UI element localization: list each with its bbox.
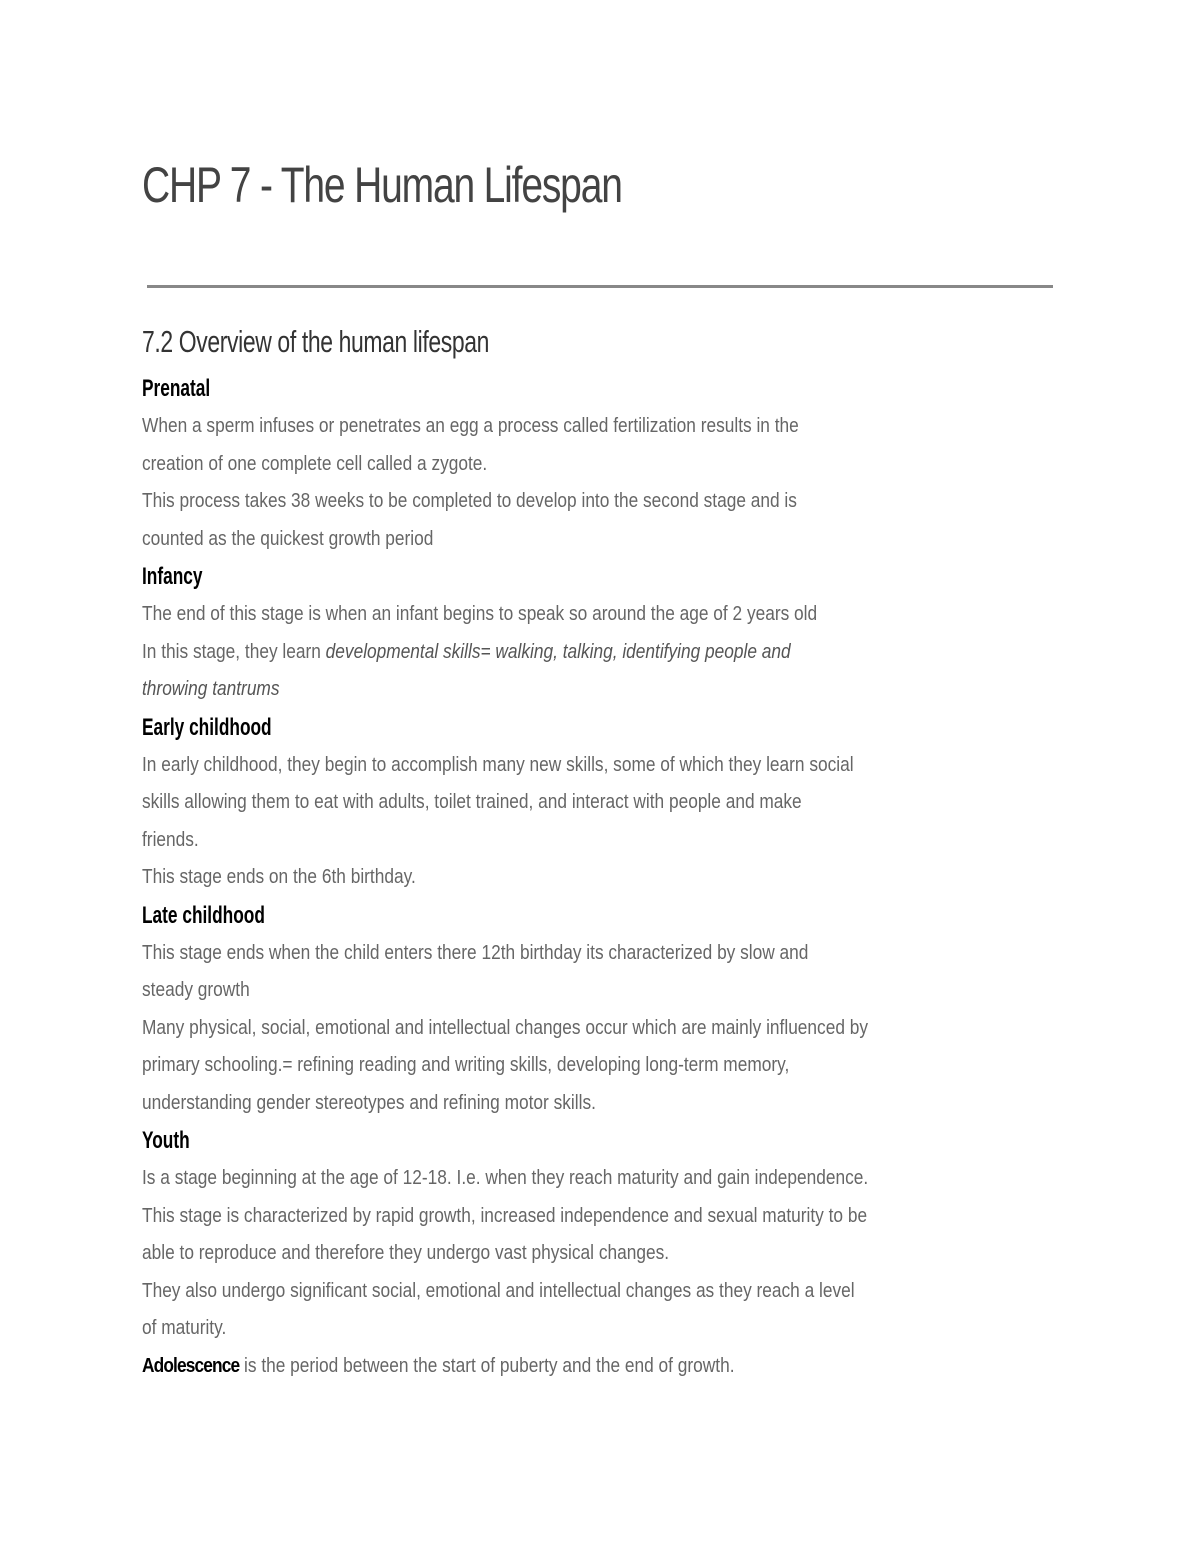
paragraph-line: friends. bbox=[142, 828, 199, 851]
stage-section-infancy bbox=[142, 558, 1062, 709]
paragraph-line: able to reproduce and therefore they undergo vast physical changes. bbox=[142, 1242, 670, 1264]
paragraph-line: This stage is characterized by rapid growth, increased independence and sexual maturity to be bbox=[142, 1204, 868, 1227]
stage-heading: Infancy bbox=[142, 563, 203, 590]
stage-section-youth bbox=[142, 1122, 1062, 1385]
section-title: 7.2 Overview of the human lifespan bbox=[142, 324, 490, 359]
paragraph-line: When a sperm infuses or penetrates an egg a process called fertilization results in the bbox=[142, 415, 799, 437]
paragraph-line: steady growth bbox=[142, 979, 250, 1001]
paragraph-line bbox=[142, 671, 938, 709]
paragraph-line: They also undergo significant social, emotional and intellectual changes as they reach a level bbox=[142, 1279, 855, 1302]
italic-text: developmental skills= walking, talking, identifying people and bbox=[325, 640, 791, 663]
stage-heading: Youth bbox=[142, 1127, 190, 1154]
stage-heading: Late childhood bbox=[142, 901, 265, 929]
bold-term: Adolescence bbox=[142, 1354, 240, 1377]
paragraph-line: creation of one complete cell called a zygote. bbox=[142, 452, 488, 475]
paragraph-line: skills allowing them to eat with adults, toilet trained, and interact with people and make bbox=[142, 791, 802, 813]
paragraph-line: The end of this stage is when an infant begins to speak so around the age of 2 years old bbox=[142, 603, 818, 625]
paragraph-line bbox=[142, 1348, 938, 1386]
document-body bbox=[142, 370, 1062, 1385]
paragraph-line: Many physical, social, emotional and intellectual changes occur which are mainly influenced by bbox=[142, 1016, 869, 1039]
horizontal-divider bbox=[147, 285, 1053, 288]
paragraph-line: Is a stage beginning at the age of 12-18. I.e. when they reach maturity and gain independence. bbox=[142, 1167, 869, 1189]
plain-text: is the period between the start of puberty and the end of growth. bbox=[239, 1354, 735, 1377]
plain-text: In this stage, they learn bbox=[142, 640, 326, 663]
stage-heading: Early childhood bbox=[142, 713, 272, 741]
stage-heading: Prenatal bbox=[142, 375, 211, 402]
stage-section-early-childhood bbox=[142, 709, 1062, 897]
paragraph-line: This process takes 38 weeks to be completed to develop into the second stage and is bbox=[142, 490, 797, 512]
stage-section-prenatal bbox=[142, 370, 1062, 558]
paragraph-line: This stage ends on the 6th birthday. bbox=[142, 866, 416, 888]
paragraph-line: counted as the quickest growth period bbox=[142, 527, 434, 550]
paragraph-line: In early childhood, they begin to accomplish many new skills, some of which they learn social bbox=[142, 753, 854, 776]
paragraph-line: This stage ends when the child enters there 12th birthday its characterized by slow and bbox=[142, 941, 809, 964]
paragraph-line bbox=[142, 634, 938, 672]
paragraph-line: of maturity. bbox=[142, 1317, 227, 1339]
italic-text: throwing tantrums bbox=[142, 678, 280, 700]
paragraph-line: primary schooling.= refining reading and writing skills, developing long-term memory, bbox=[142, 1054, 790, 1076]
document-title: CHP 7 - The Human Lifespan bbox=[142, 157, 622, 213]
stage-section-late-childhood bbox=[142, 897, 1062, 1123]
paragraph-line: understanding gender stereotypes and refining motor skills. bbox=[142, 1091, 596, 1114]
